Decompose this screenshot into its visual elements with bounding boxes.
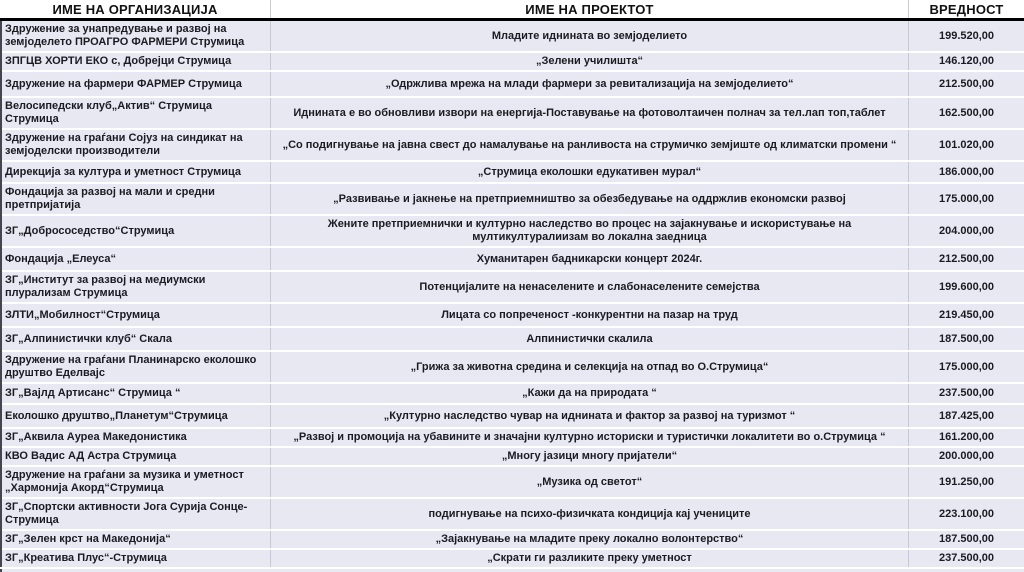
project-cell[interactable]: „Струмица еколошки едукативен мурал“: [270, 162, 908, 182]
project-cell[interactable]: „Скрати ги разликите преку уметност: [270, 550, 908, 567]
organization-cell[interactable]: Здружение на граѓани Сојуз на синдикат на земјоделски производители: [5, 132, 243, 157]
value-cell[interactable]: 175.000,00: [908, 184, 1024, 214]
organization-cell[interactable]: Здружение на граѓани Планинарско еколошко друштво Еделвајс: [5, 354, 257, 379]
organization-cell[interactable]: ЗГ„Аквила Ауреа Македонистика: [5, 431, 187, 443]
value-cell[interactable]: 212.500,00: [908, 248, 1024, 270]
table-row: [2, 328, 1024, 350]
value-cell[interactable]: 237.500,00: [908, 550, 1024, 567]
organization-cell[interactable]: ЗЛТИ„Мобилност“Струмица: [5, 308, 160, 321]
organization-cell[interactable]: Фондација „Елеуса“: [5, 252, 116, 265]
table-header-row: [0, 0, 1024, 21]
project-cell[interactable]: подигнување на психо-физичката кондиција кај учениците: [270, 499, 908, 529]
value-cell[interactable]: 199.600,00: [908, 272, 1024, 302]
header-cell-project[interactable]: ИМЕ НА ПРОЕКТОТ: [270, 0, 908, 18]
table-row: [2, 384, 1024, 403]
table-row: [2, 272, 1024, 302]
project-cell[interactable]: „Културно наследство чувар на иднината и фактор за развој на туризмот “: [270, 405, 908, 427]
value-cell[interactable]: 199.520,00: [908, 21, 1024, 51]
value-cell[interactable]: 237.500,00: [908, 384, 1024, 403]
table-row: [2, 405, 1024, 427]
value-cell[interactable]: 223.100,00: [908, 499, 1024, 529]
organization-cell[interactable]: ЗГ„Зелен крст на Македонија“: [5, 533, 171, 545]
project-cell[interactable]: „Развивање и јакнење на претприемништво за обезбедување на оддржлив економски развој: [270, 184, 908, 214]
table-row: [2, 248, 1024, 270]
project-cell[interactable]: Жените претприемнички и културно наследство во процес на зајакнување и искористување на мултикултуралиизам во локална заедница: [270, 216, 908, 246]
project-cell[interactable]: „Со подигнување на јавна свест до намалување на ранливоста на струмичко земјиште од климатски промени “: [270, 130, 908, 160]
project-cell[interactable]: „Развој и промоција на убавините и значајни културно историски и туристички локалитети во о.Струмица “: [270, 429, 908, 446]
organization-cell[interactable]: КВО Вадис АД Астра Струмица: [5, 450, 177, 462]
organization-cell[interactable]: Еколошко друштво„Планетум“Струмица: [5, 409, 228, 422]
organization-cell[interactable]: Здружение на граѓани за музика и уметност „Хармонија Акорд“Струмица: [5, 469, 244, 494]
table-row: [2, 184, 1024, 214]
table-row: [2, 98, 1024, 128]
organization-cell[interactable]: Велосипедски клуб„Актив“ Струмица Струмица: [5, 100, 213, 125]
project-cell[interactable]: Иднината е во обновливи извори на енергија-Поставување на фотоволтаичен полнач за тел.лап топ,таблет: [270, 98, 908, 128]
value-cell[interactable]: 175.000,00: [908, 352, 1024, 382]
project-cell[interactable]: „Грижа за животна средина и селекција на отпад во О.Струмица“: [270, 352, 908, 382]
organization-cell[interactable]: Здружение на фармери ФАРМЕР Струмица: [5, 77, 242, 90]
value-cell[interactable]: 187.500,00: [908, 531, 1024, 548]
project-cell[interactable]: „Одржлива мрежа на млади фармери за ревитализација на земјоделието“: [270, 72, 908, 96]
table-row: [2, 550, 1024, 567]
project-cell[interactable]: Алпинистички скалила: [270, 328, 908, 350]
project-cell[interactable]: Лицата со попреченост -конкурентни на пазар на труд: [270, 304, 908, 326]
organization-cell[interactable]: ЗГ„Институт за развој на медиумски плурализам Струмица: [5, 274, 206, 299]
value-cell[interactable]: 204.000,00: [908, 216, 1024, 246]
organization-cell[interactable]: ЗПГЦВ ХОРТИ ЕКО с, Добрејци Струмица: [5, 55, 232, 67]
value-cell[interactable]: 162.500,00: [908, 98, 1024, 128]
table-row: [2, 448, 1024, 465]
table-row: [2, 130, 1024, 160]
organization-cell[interactable]: Здружение за унапредување и развој на земјоделето ПРОАГРО ФАРМЕРИ Струмица: [5, 23, 245, 48]
organization-cell[interactable]: Дирекција за култура и уметност Струмица: [5, 165, 242, 178]
organization-cell[interactable]: ЗГ„Алпинистички клуб“ Скала: [5, 332, 172, 345]
table-body: [0, 21, 1024, 567]
table-row: [2, 216, 1024, 246]
organization-cell[interactable]: ЗГ„Спортски активности Јога Сурија Сонце-Струмица: [5, 501, 248, 526]
table-row: [2, 21, 1024, 51]
project-cell[interactable]: „Многу јазици многу пријатели“: [270, 448, 908, 465]
table-row: [2, 304, 1024, 326]
value-cell[interactable]: 161.200,00: [908, 429, 1024, 446]
organization-cell[interactable]: ЗГ„Креатива Плус“-Струмица: [5, 552, 167, 564]
table-row: [2, 531, 1024, 548]
value-cell[interactable]: 212.500,00: [908, 72, 1024, 96]
project-cell[interactable]: Хуманитарен бадникарски концерт 2024г.: [270, 248, 908, 270]
project-cell[interactable]: Потенцијалите на ненаселените и слабонаселените семејства: [270, 272, 908, 302]
table-row: [2, 467, 1024, 497]
project-cell[interactable]: „Зелени училишта“: [270, 53, 908, 70]
header-cell-value[interactable]: ВРЕДНОСТ: [908, 0, 1024, 18]
table-row: [2, 162, 1024, 182]
table-row: [2, 53, 1024, 70]
value-cell[interactable]: 200.000,00: [908, 448, 1024, 465]
value-cell[interactable]: 101.020,00: [908, 130, 1024, 160]
organization-cell[interactable]: ЗГ„Вајлд Артисанс“ Струмица “: [5, 387, 181, 399]
header-cell-organization[interactable]: ИМЕ НА ОРГАНИЗАЦИЈА: [52, 2, 218, 17]
table-row: [2, 499, 1024, 529]
project-cell[interactable]: „Зајакнување на младите преку локално волонтерство“: [270, 531, 908, 548]
table-row: [2, 429, 1024, 446]
project-cell[interactable]: Младите иднината во земјоделието: [270, 21, 908, 51]
value-cell[interactable]: 191.250,00: [908, 467, 1024, 497]
project-cell[interactable]: „Кажи да на природата “: [270, 384, 908, 403]
table-row: [2, 352, 1024, 382]
value-cell[interactable]: 219.450,00: [908, 304, 1024, 326]
value-cell[interactable]: 187.500,00: [908, 328, 1024, 350]
organization-cell[interactable]: ЗГ„Добрососедство“Струмица: [5, 224, 175, 237]
value-cell[interactable]: 186.000,00: [908, 162, 1024, 182]
table-row: [2, 72, 1024, 96]
value-cell[interactable]: 187.425,00: [908, 405, 1024, 427]
organization-cell[interactable]: Фондација за развој на мали и средни претпријатија: [5, 186, 215, 211]
value-cell[interactable]: 146.120,00: [908, 53, 1024, 70]
project-cell[interactable]: „Музика од светот“: [270, 467, 908, 497]
